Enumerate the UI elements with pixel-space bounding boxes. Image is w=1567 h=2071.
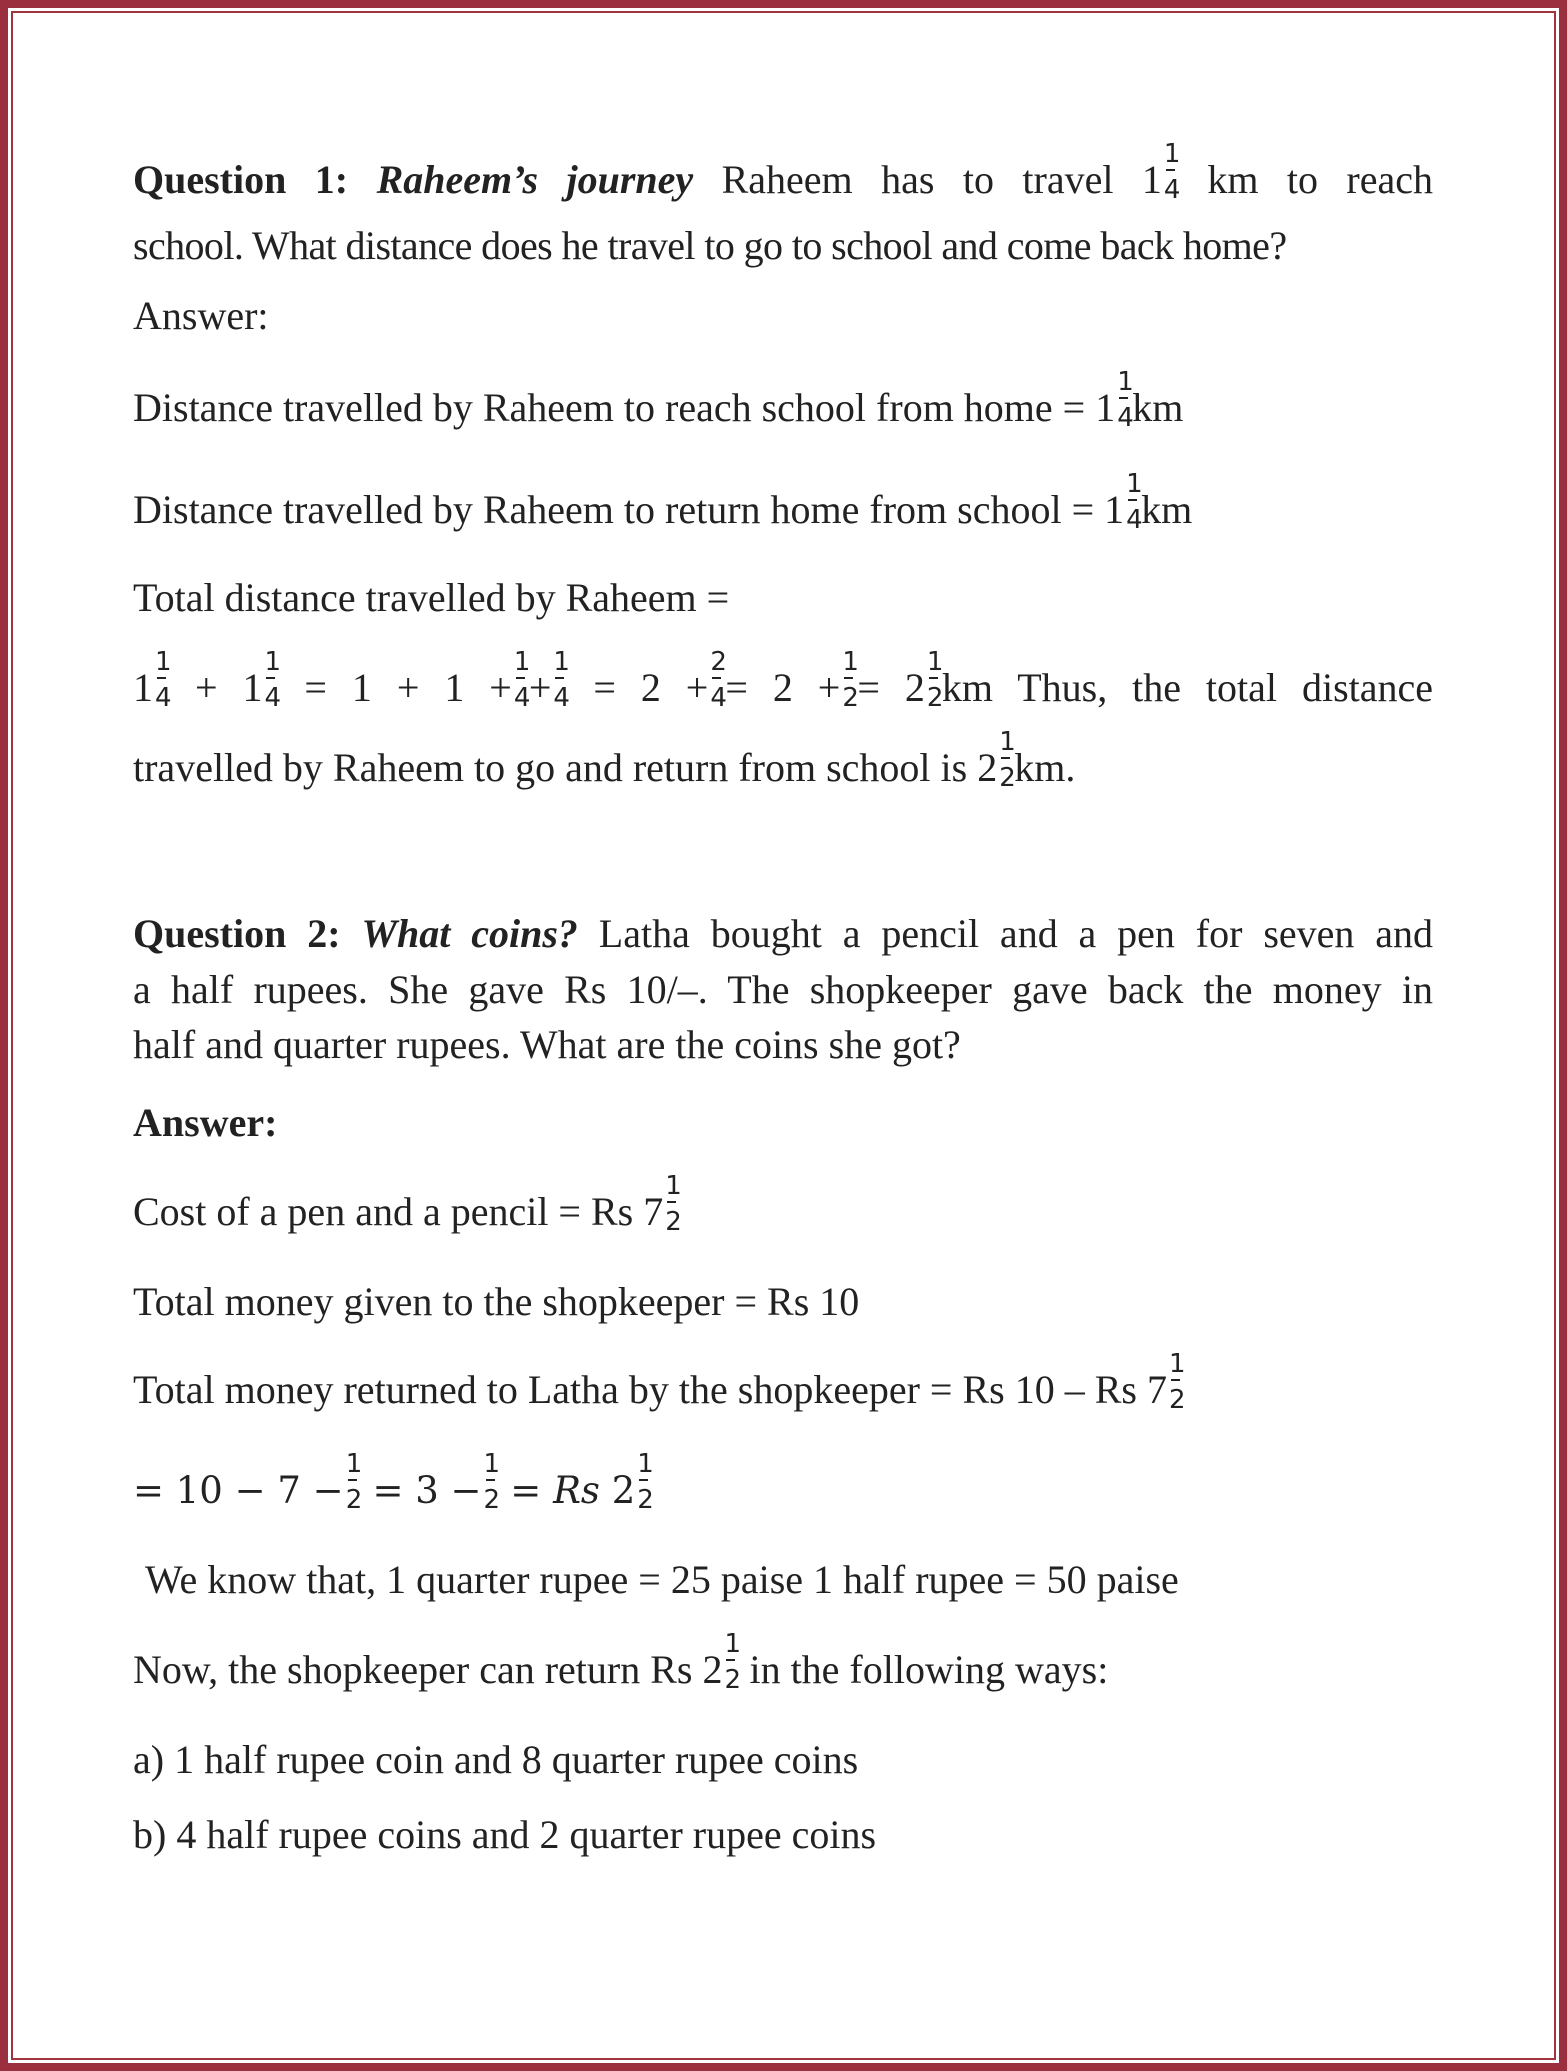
fraction: $\frac{1}{2}$ — [665, 1171, 682, 1237]
q1-label: Question 1: — [133, 157, 349, 202]
fraction: $\frac{1}{4}$ — [513, 647, 531, 713]
q1-answer-step-1: Distance travelled by Raheem to reach school from home = 1 $\frac{1}{4}$ km — [133, 367, 1184, 433]
fraction: $\frac{1}{4}$ — [1163, 139, 1181, 205]
q2-text: Latha bought a pencil and a pen for seven and — [598, 911, 1434, 956]
q2-answer-step-5: Now, the shopkeeper can return Rs 2 $\frac{1}{2}$ in the following ways: — [133, 1629, 1109, 1695]
q2-equation: = 10 − 7 − $\frac{1}{2}$ = 3 − $\frac{1}{2}$ = Rs 2 $\frac{1}{2}$ — [133, 1449, 654, 1515]
q1-mixed-number: 1 $\frac{1}{4}$ — [1141, 139, 1181, 205]
fraction: $\frac{1}{4}$ — [1117, 367, 1134, 433]
q1-answer-label: Answer: — [133, 293, 269, 338]
q1-equation: 1 $\frac{1}{4}$ + 1 $\frac{1}{4}$ = 1 + 1 + $\frac{1}{4}$ + $\frac{1}{4}$ = 2 + $\frac{2}{4}$ = 2 + $\frac{1}{2}$ = 2 $\frac{1}{2}$ km Thus, the total distance — [133, 647, 1434, 713]
q1-text-end: km to reach — [1207, 157, 1434, 202]
q2-label: Question 2: — [133, 911, 341, 956]
fraction: $\frac{1}{2}$ — [926, 647, 944, 713]
q1-text: Raheem has to travel — [721, 157, 1114, 202]
q2-option-b: b) 4 half rupee coins and 2 quarter rupee coins — [133, 1812, 877, 1857]
fraction: $\frac{1}{2}$ — [637, 1449, 654, 1515]
fraction: $\frac{2}{4}$ — [710, 647, 727, 713]
q2-answer-step-3: Total money returned to Latha by the shopkeeper = Rs 10 – Rs 7 $\frac{1}{2}$ — [133, 1349, 1186, 1415]
q1-question-line-2: school. What distance does he travel to go to school and come back home? — [133, 223, 1287, 268]
q2-answer-label: Answer: — [133, 1100, 278, 1145]
fraction: $\frac{1}{4}$ — [1126, 469, 1143, 535]
q2-question-line-3: half and quarter rupees. What are the coins she got? — [133, 1022, 961, 1067]
q2-title: What coins? — [361, 911, 578, 956]
q1-answer-step-2: Distance travelled by Raheem to return home from school = 1 $\frac{1}{4}$ km — [133, 469, 1193, 535]
q1-title: Raheem’s journey — [376, 157, 694, 202]
q1-question-line-1 — [133, 139, 1434, 205]
fraction: $\frac{1}{4}$ — [264, 647, 281, 713]
fraction: $\frac{1}{2}$ — [724, 1629, 741, 1695]
fraction: $\frac{1}{2}$ — [483, 1449, 501, 1515]
fraction: $\frac{1}{2}$ — [1168, 1349, 1186, 1415]
q2-question-line-2: a half rupees. She gave Rs 10/–. The shopkeeper gave back the money in — [133, 967, 1433, 1012]
q2-answer-step-1: Cost of a pen and a pencil = Rs 7 $\frac{1}{2}$ — [133, 1171, 682, 1237]
fraction: $\frac{1}{4}$ — [553, 647, 570, 713]
q2-option-a: a) 1 half rupee coin and 8 quarter rupee coins — [133, 1737, 859, 1782]
fraction: $\frac{1}{2}$ — [999, 727, 1016, 793]
q1-conclusion: travelled by Raheem to go and return from school is 2 $\frac{1}{2}$ km. — [133, 727, 1076, 793]
q2-answer-step-4: We know that, 1 quarter rupee = 25 paise 1 half rupee = 50 paise — [145, 1557, 1179, 1602]
fraction: $\frac{1}{2}$ — [842, 647, 859, 713]
q2-answer-step-2: Total money given to the shopkeeper = Rs 10 — [133, 1279, 860, 1324]
q2-question-line-1 — [133, 911, 1434, 956]
fraction: $\frac{1}{2}$ — [345, 1449, 363, 1515]
fraction: $\frac{1}{4}$ — [155, 647, 172, 713]
q1-answer-step-3: Total distance travelled by Raheem = — [133, 575, 730, 620]
